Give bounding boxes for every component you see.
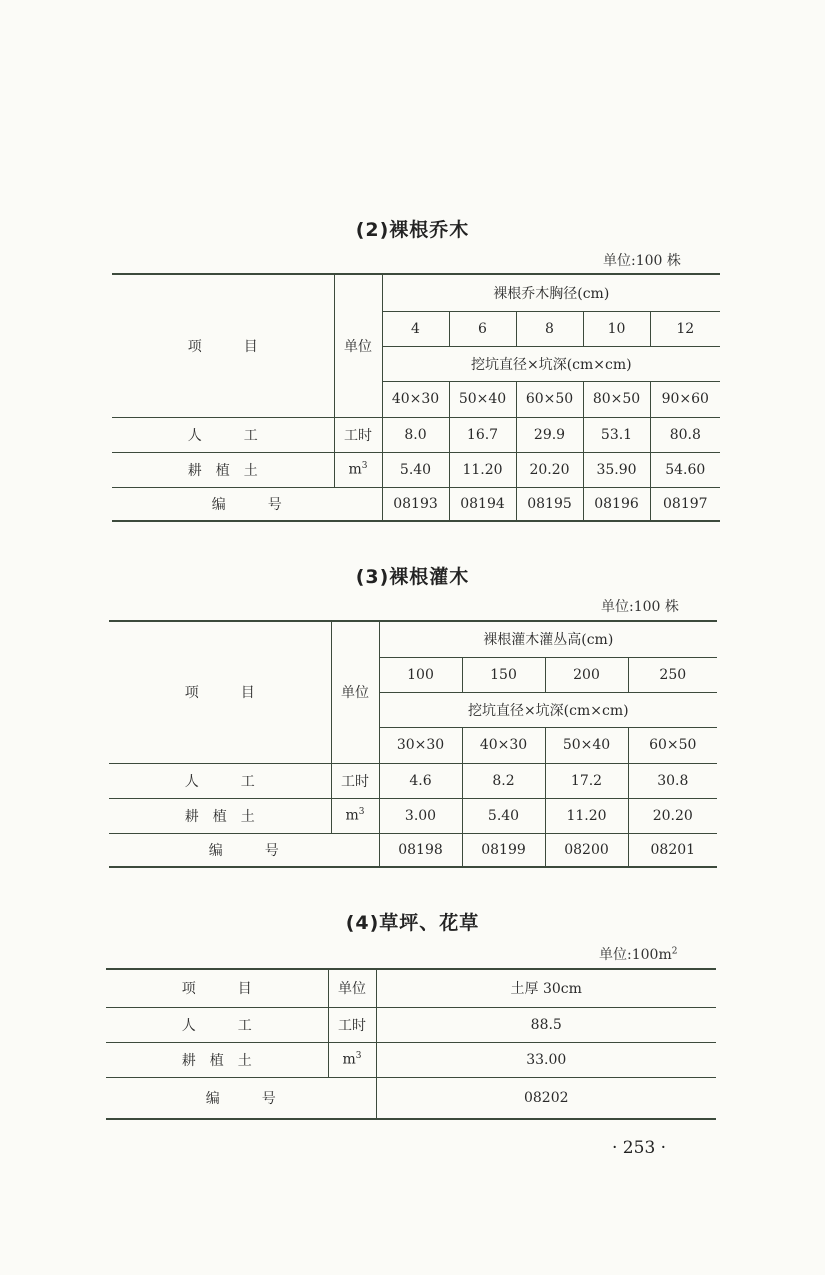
pit-cell: 50×40 xyxy=(545,727,628,763)
table-row xyxy=(109,798,717,833)
value-cell: 29.9 xyxy=(516,417,583,452)
unit-header: 单位 xyxy=(334,274,382,417)
size-cell: 100 xyxy=(379,657,462,692)
value-cell: 5.40 xyxy=(382,452,449,487)
group-header-pit: 挖坑直径×坑深(cm×cm) xyxy=(379,692,717,727)
code-cell: 08201 xyxy=(628,833,717,867)
table-row xyxy=(106,1042,716,1077)
section-title: (3)裸根灌木 xyxy=(355,566,470,588)
row-label-labor: 人 工 xyxy=(109,763,331,798)
code-cell: 08195 xyxy=(516,487,583,521)
code-cell: 08202 xyxy=(376,1077,716,1119)
unit-label: 单位$:100m^2$ xyxy=(599,946,678,963)
section-title: (2)裸根乔木 xyxy=(355,219,470,241)
code-cell: 08196 xyxy=(583,487,650,521)
code-cell: 08197 xyxy=(650,487,720,521)
code-label: 编 号 xyxy=(112,487,382,521)
row-unit: 工时 xyxy=(328,1007,376,1042)
row-unit: $m^3$ xyxy=(331,798,379,833)
value-cell: 33.00 xyxy=(376,1042,716,1077)
code-label: 编 号 xyxy=(109,833,379,867)
row-label-soil: 耕 植 土 xyxy=(112,452,334,487)
item-header: 项 目 xyxy=(112,274,334,417)
unit-label: 单位:100 株 xyxy=(601,599,679,615)
table-bare-root-shrubs xyxy=(109,620,717,868)
size-cell: 250 xyxy=(628,657,717,692)
table-row xyxy=(106,1077,716,1119)
section-title: (4)草坪、花草 xyxy=(345,912,480,934)
value-cell: 20.20 xyxy=(516,452,583,487)
item-header: 项 目 xyxy=(106,969,328,1007)
code-cell: 08200 xyxy=(545,833,628,867)
size-cell: 150 xyxy=(462,657,545,692)
value-cell: 20.20 xyxy=(628,798,717,833)
code-cell: 08199 xyxy=(462,833,545,867)
value-cell: 11.20 xyxy=(545,798,628,833)
column-header: 土厚 30cm xyxy=(376,969,716,1007)
table-row xyxy=(112,417,720,452)
value-cell: 5.40 xyxy=(462,798,545,833)
table-row xyxy=(112,452,720,487)
row-unit: $m^3$ xyxy=(328,1042,376,1077)
pit-cell: 40×30 xyxy=(382,381,449,417)
group-header-height: 裸根灌木灌丛高(cm) xyxy=(379,621,717,657)
group-header-pit: 挖坑直径×坑深(cm×cm) xyxy=(382,346,720,381)
code-cell: 08198 xyxy=(379,833,462,867)
row-label-labor: 人 工 xyxy=(106,1007,328,1042)
size-cell: 200 xyxy=(545,657,628,692)
page-number: · 253 · xyxy=(612,1138,667,1158)
table-row xyxy=(112,487,720,521)
value-cell: 8.2 xyxy=(462,763,545,798)
row-label-soil: 耕 植 土 xyxy=(109,798,331,833)
size-cell: 10 xyxy=(583,311,650,346)
row-label-labor: 人 工 xyxy=(112,417,334,452)
table-lawn-flowers xyxy=(106,968,716,1120)
table-row xyxy=(109,833,717,867)
code-cell: 08193 xyxy=(382,487,449,521)
value-cell: 88.5 xyxy=(376,1007,716,1042)
row-unit: 工时 xyxy=(334,417,382,452)
value-cell: 35.90 xyxy=(583,452,650,487)
value-cell: 8.0 xyxy=(382,417,449,452)
value-cell: 30.8 xyxy=(628,763,717,798)
pit-cell: 80×50 xyxy=(583,381,650,417)
size-cell: 8 xyxy=(516,311,583,346)
group-header-diameter: 裸根乔木胸径(cm) xyxy=(382,274,720,311)
value-cell: 16.7 xyxy=(449,417,516,452)
value-cell: 17.2 xyxy=(545,763,628,798)
unit-label: 单位:100 株 xyxy=(603,253,681,269)
pit-cell: 60×50 xyxy=(516,381,583,417)
pit-cell: 50×40 xyxy=(449,381,516,417)
code-cell: 08194 xyxy=(449,487,516,521)
row-unit: $m^3$ xyxy=(334,452,382,487)
item-header: 项 目 xyxy=(109,621,331,763)
table-row xyxy=(109,763,717,798)
unit-header: 单位 xyxy=(328,969,376,1007)
size-cell: 6 xyxy=(449,311,516,346)
value-cell: 4.6 xyxy=(379,763,462,798)
value-cell: 80.8 xyxy=(650,417,720,452)
value-cell: 54.60 xyxy=(650,452,720,487)
size-cell: 4 xyxy=(382,311,449,346)
pit-cell: 30×30 xyxy=(379,727,462,763)
unit-header: 单位 xyxy=(331,621,379,763)
value-cell: 3.00 xyxy=(379,798,462,833)
row-unit: 工时 xyxy=(331,763,379,798)
value-cell: 53.1 xyxy=(583,417,650,452)
pit-cell: 90×60 xyxy=(650,381,720,417)
pit-cell: 60×50 xyxy=(628,727,717,763)
table-bare-root-trees xyxy=(112,273,720,522)
table-row xyxy=(106,1007,716,1042)
value-cell: 11.20 xyxy=(449,452,516,487)
code-label: 编 号 xyxy=(106,1077,376,1119)
pit-cell: 40×30 xyxy=(462,727,545,763)
size-cell: 12 xyxy=(650,311,720,346)
row-label-soil: 耕 植 土 xyxy=(106,1042,328,1077)
